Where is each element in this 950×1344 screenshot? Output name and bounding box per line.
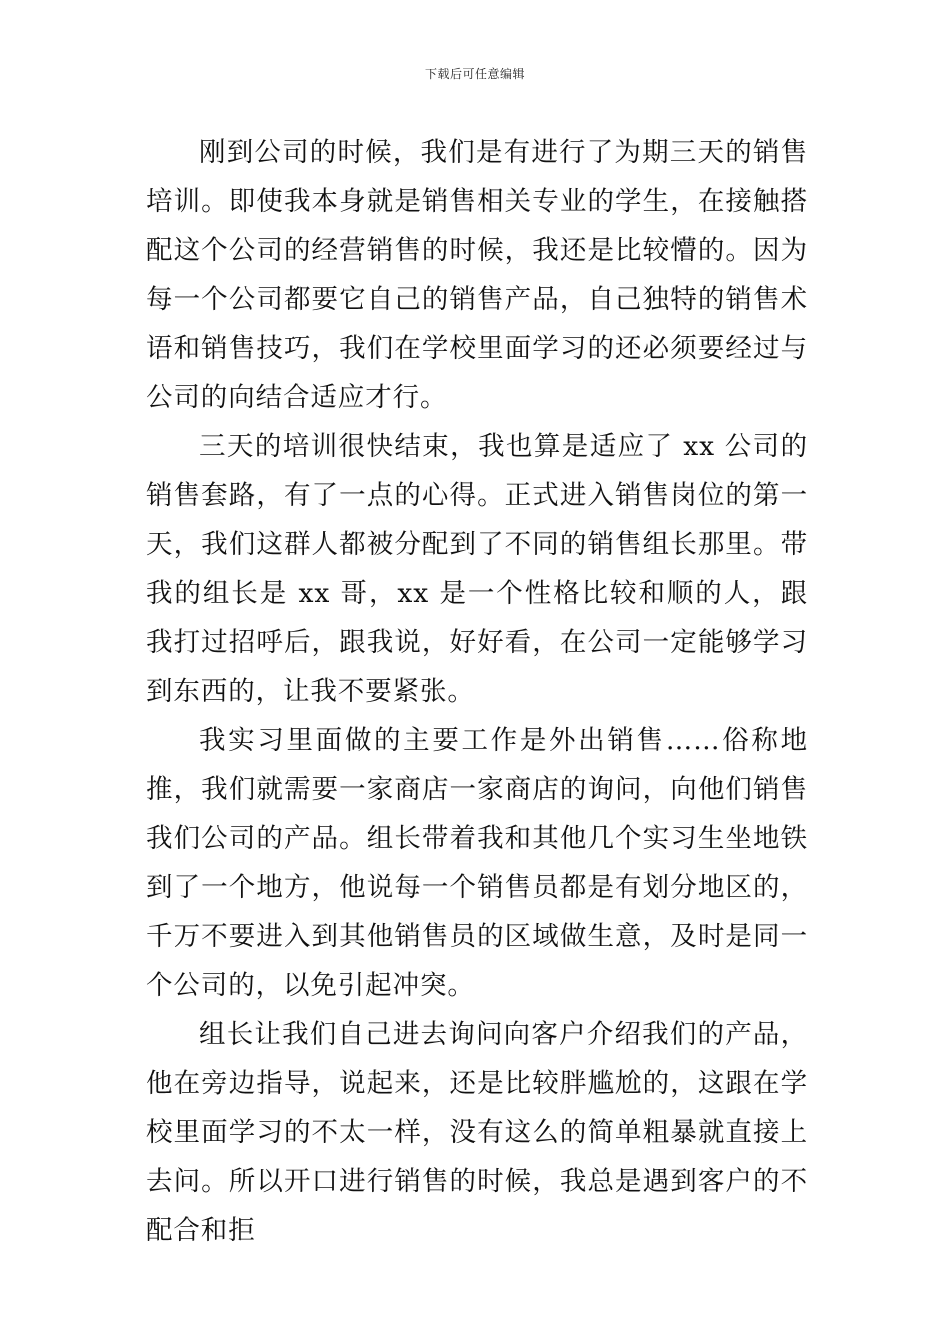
paragraph-4: 组长让我们自己进去询问向客户介绍我们的产品，他在旁边指导，说起来，还是比较胖尴尬的，这跟在学校里面学习的不太一样，没有这么的简单粗暴就直接上去问。所以开口进行销售的时候，我总是遇到客户的不配合和拒 [146,1019,808,1246]
document-body [146,128,808,1255]
paragraph-2: 三天的培训很快结束，我也算是适应了 xx 公司的销售套路，有了一点的心得。正式进入销售岗位的第一天，我们这群人都被分配到了不同的销售组长那里。带我的组长是 xx 哥，xx 是一个性格比较和顺的人，跟我打过招呼后，跟我说，好好看，在公司一定能够学习到东西的，让我不要紧张。 [146,431,808,707]
paragraph-1: 刚到公司的时候，我们是有进行了为期三天的销售培训。即使我本身就是销售相关专业的学生，在接触搭配这个公司的经营销售的时候，我还是比较懵的。因为每一个公司都要它自己的销售产品，自己独特的销售术语和销售技巧，我们在学校里面学习的还必须要经过与公司的向结合适应才行。 [146,137,808,413]
page-header: 下载后可任意编辑 [424,67,525,81]
paragraph-3: 我实习里面做的主要工作是外出销售……俗称地推，我们就需要一家商店一家商店的询问，向他们销售我们公司的产品。组长带着我和其他几个实习生坐地铁到了一个地方，他说每一个销售员都是有划分地区的，千万不要进入到其他销售员的区域做生意，及时是同一个公司的，以免引起冲突。 [146,725,808,1001]
